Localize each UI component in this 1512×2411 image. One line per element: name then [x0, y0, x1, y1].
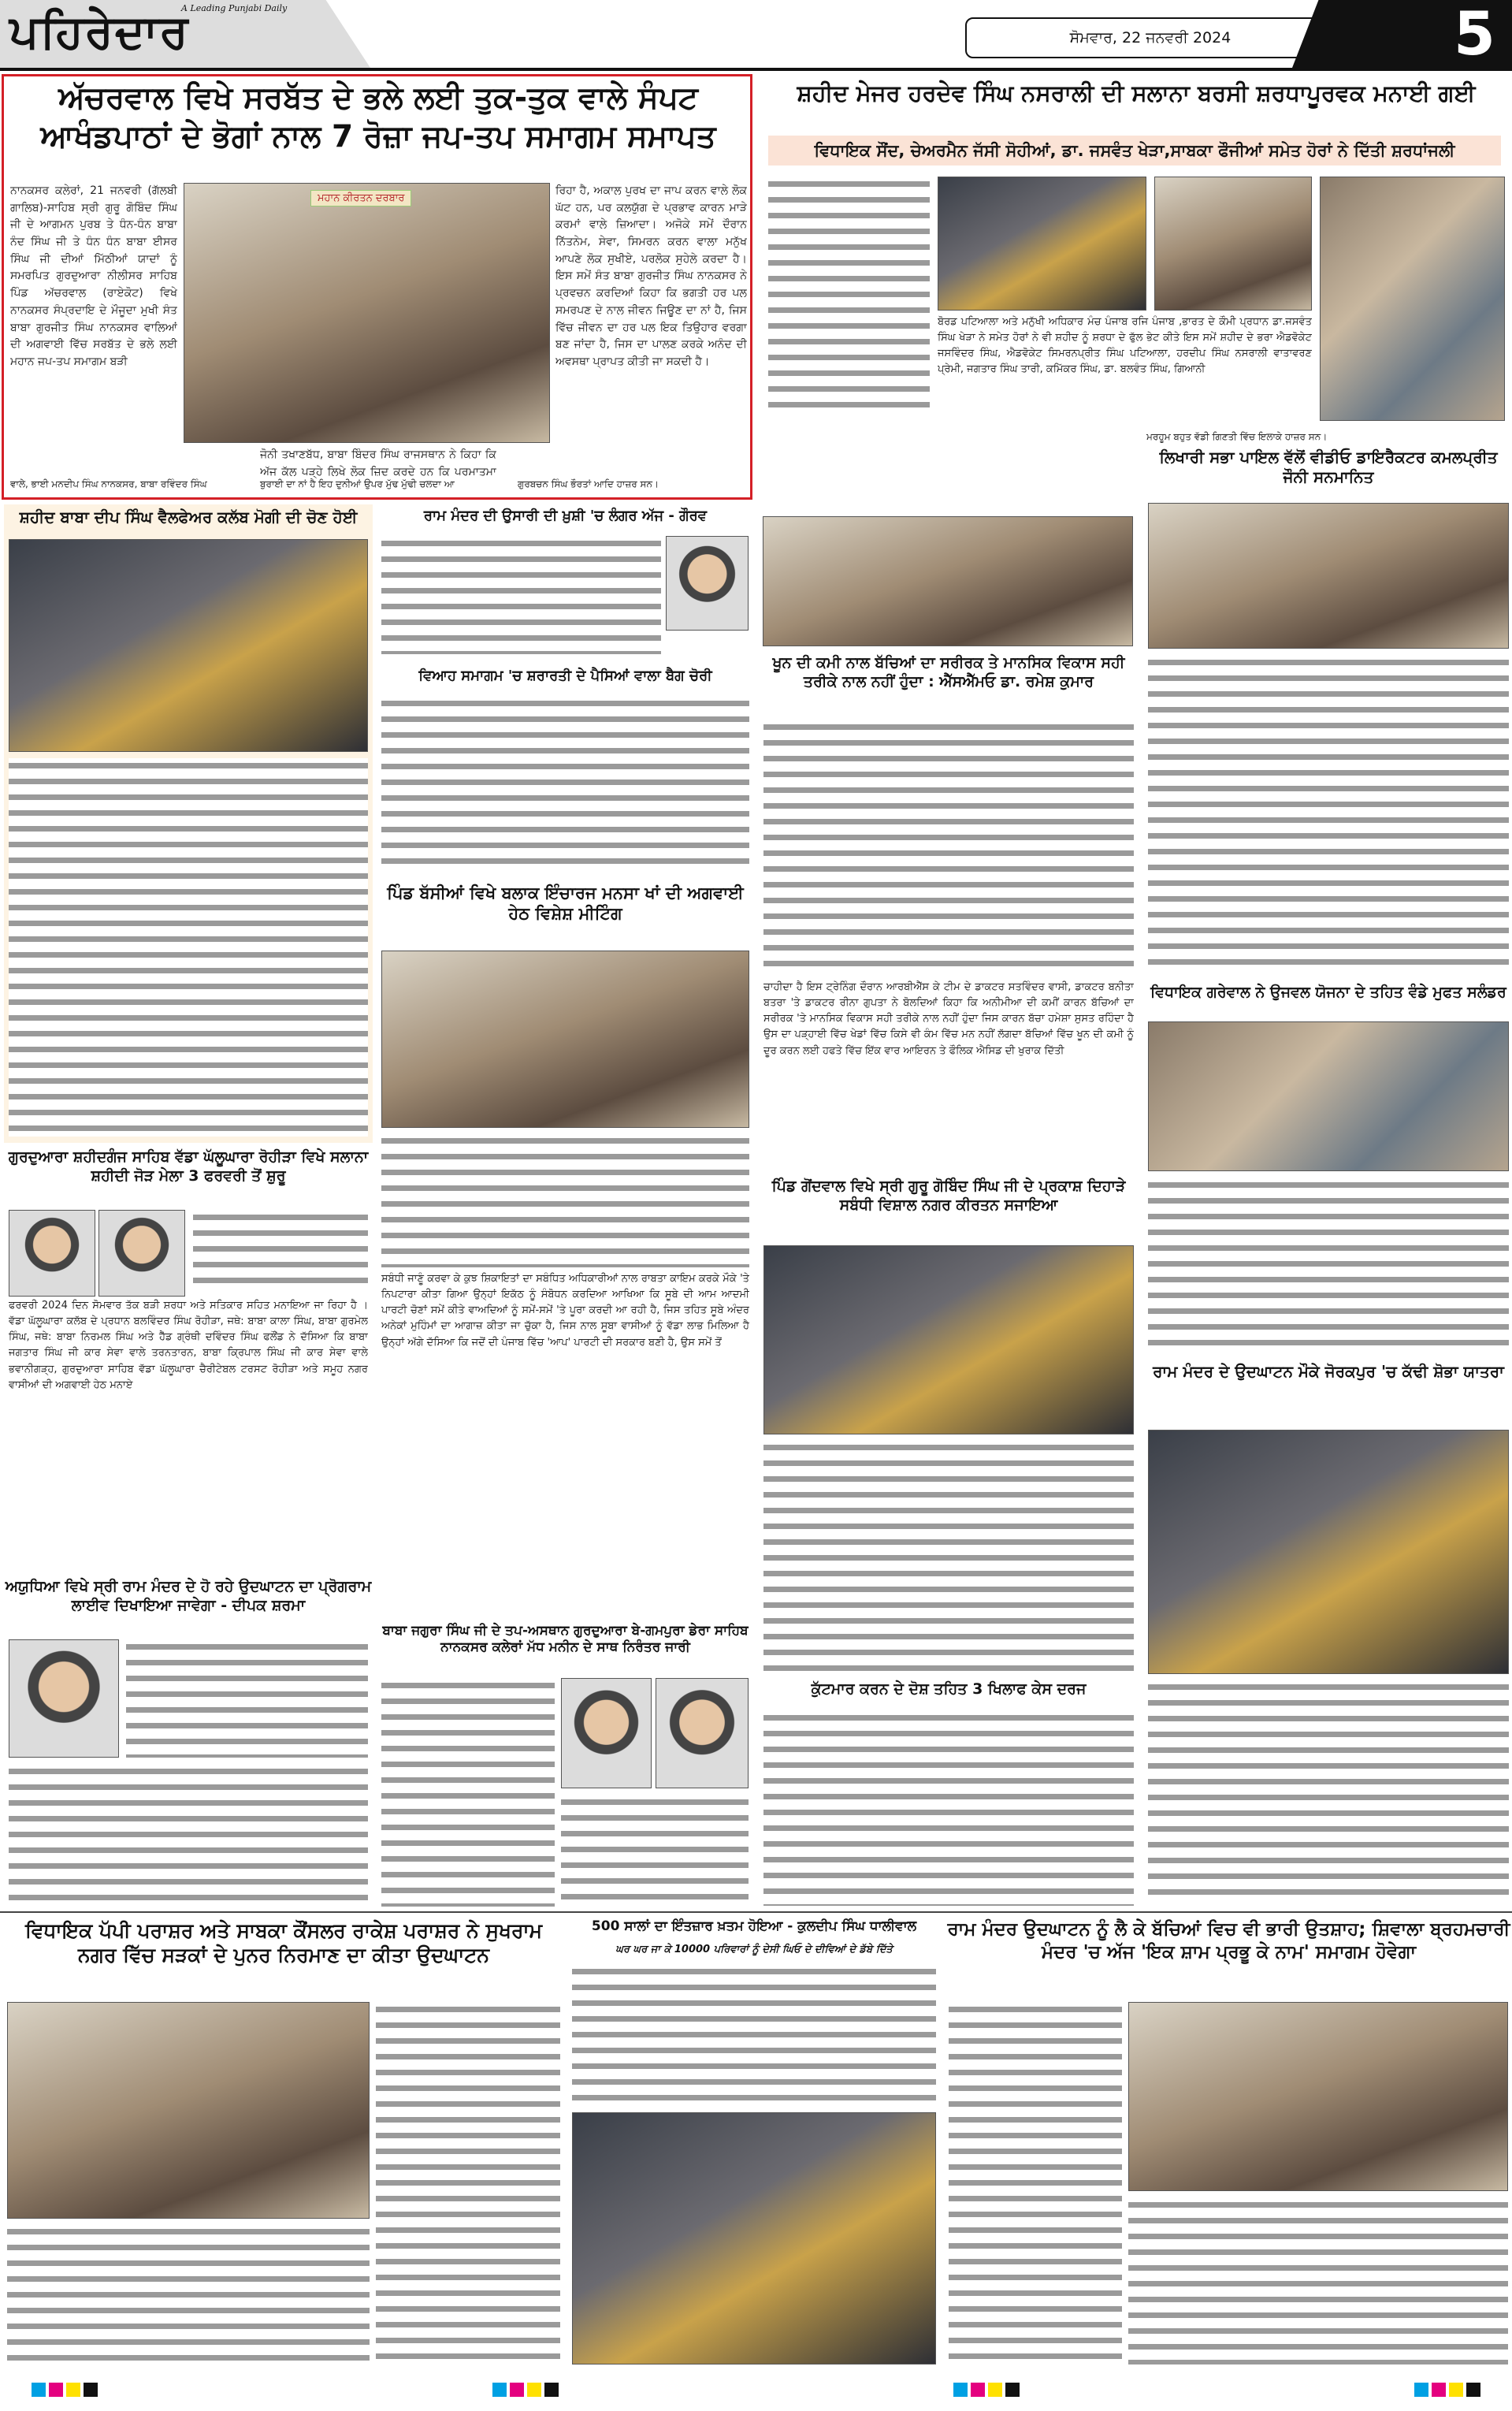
photo-honour [1148, 503, 1509, 649]
article-text-main: ਬੋਰਡ ਪਟਿਆਲਾ ਅਤੇ ਮਨੁੱਖੀ ਅਧਿਕਾਰ ਮੰਚ ਪੰਜਾਬ ਰਜਿ ਪੰਜਾਬ ,ਭਾਰਤ ਦੇ ਕੌਮੀ ਪ੍ਰਧਾਨ ਡਾ.ਜਸਵੰਤ ਸਿੰਘ ਖੇੜਾ ਨੇ ਸਮੇਤ ਹੋਰਾਂ ਨੇ ਵੀ ਸ਼ਹੀਦ ਨੂੰ ਸ਼ਰਧਾ ਦੇ ਫੁੱਲ ਭੇਟ ਕੀਤੇ ਇਸ ਸਮੇਂ ਸ਼ਹੀਦ ਦੇ ਭਰਾ ਐਡਵੋਕੇਟ ਜਸਵਿੰਦਰ ਸਿੰਘ, ਐਡਵੋਕੇਟ ਸਿਮਰਨਪ੍ਰੀਤ ਸਿੰਘ ਪਟਿਆਲਾ, ਹਰਦੀਪ ਸਿੰਘ ਨਸਰਾਲੀ ਵਾਤਾਵਰਣ ਪ੍ਰੇਮੀ, ਜਗਤਾਰ ਸਿੰਘ ਤਾਰੀ, ਕਮਿੱਕਰ ਸਿੰਘ, ਡਾ. ਬਲਵੰਤ ਸਿੰਘ, ਗਿਆਨੀ [938, 316, 1312, 376]
article-text-top [763, 720, 1134, 976]
article-text [1148, 1178, 1509, 1352]
article-text-right [561, 1795, 749, 1905]
headline: ਖੂਨ ਦੀ ਕਮੀ ਨਾਲ ਬੱਚਿਆਂ ਦਾ ਸਰੀਰਕ ਤੇ ਮਾਨਸਿਕ ਵਿਕਾਸ ਸਹੀ ਤਰੀਕੇ ਨਾਲ ਨਹੀਂ ਹੁੰਦਾ : ਐੱਸਐੱਮਓ ਡਾ. ਰਮੇਸ਼ ਕੁਮਾਰ [772, 654, 1125, 690]
article-likhari-sabha [1145, 430, 1512, 978]
article-bag-theft [378, 666, 752, 877]
headline: ਸ਼ਹੀਦ ਮੇਜਰ ਹਰਦੇਵ ਸਿੰਘ ਨਸਰਾਲੀ ਦੀ ਸਲਾਨਾ ਬਰਸੀ ਸ਼ਰਧਾਪੂਰਵਕ ਮਨਾਈ ਗਈ [797, 80, 1476, 106]
article-nasrali-barsi [760, 74, 1512, 429]
color-registration-marks-center-left [492, 2383, 559, 2397]
photo-baba-1 [9, 1210, 95, 1297]
article-ujjwala-cylinders [1145, 982, 1512, 1356]
headline: ਲਿਖਾਰੀ ਸਭਾ ਪਾਇਲ ਵੱਲੋਂ ਵੀਡੀਓ ਡਾਇਰੈਕਟਰ ਕਮਲਪ੍ਰੀਤ ਜੌਨੀ ਸਨਮਾਨਿਤ [1159, 448, 1498, 486]
article-text-col2: ਜੋਨੀ ਤਖਾਣਬੱਧ, ਬਾਬਾ ਬਿੰਦਰ ਸਿੰਘ ਰਾਜਸਥਾਨ ਨੇ ਕਿਹਾ ਕਿ ਅੱਜ ਕੱਲ ਪੜ੍ਹੇ ਲਿਖੇ ਲੋਕ ਜ਼ਿਦ ਕਰਦੇ ਹਨ ਕਿ ਪਰਮਾਤਮਾ [260, 448, 496, 478]
subheadline: ਘਰ ਘਰ ਜਾ ਕੇ 10000 ਪਰਿਵਾਰਾਂ ਨੂੰ ਦੇਸੀ ਘਿਓ ਦੇ ਦੀਵਿਆਂ ਦੇ ਡੱਬੇ ਦਿੱਤੇ [615, 1944, 893, 1955]
masthead [0, 0, 1512, 71]
article-shobha-yatra [1145, 1360, 1512, 1909]
photo-club-members [9, 539, 368, 752]
headline: ਪਿੰਡ ਗੋਂਦਵਾਲ ਵਿਖੇ ਸ੍ਰੀ ਗੁਰੂ ਗੋਬਿੰਦ ਸਿੰਘ ਜੀ ਦੇ ਪ੍ਰਕਾਸ਼ ਦਿਹਾੜੇ ਸਬੰਧੀ ਵਿਸ਼ਾਲ ਨਗਰ ਕੀਰਤਨ ਸਜਾਇਆ [771, 1178, 1126, 1214]
headline: ਸ਼ਹੀਦ ਬਾਬਾ ਦੀਪ ਸਿੰਘ ਵੈਲਫੇਅਰ ਕਲੱਬ ਮੋਗੀ ਦੀ ਚੋਣ ਹੋਈ [19, 508, 358, 526]
headline: ਪਿੰਡ ਬੱਸੀਆਂ ਵਿਖੇ ਬਲਾਕ ਇੰਚਾਰਜ ਮਨਸਾ ਖਾਂ ਦੀ ਅਗਵਾਈ ਹੇਠ ਵਿਸ਼ੇਸ਼ ਮੀਟਿੰਗ [387, 884, 744, 924]
issue-date: ਸੋਮਵਾਰ, 22 ਜਨਵਰੀ 2024 [965, 17, 1336, 58]
color-registration-marks-right [1414, 2383, 1480, 2397]
article-begampura [378, 1621, 752, 1909]
article-text [381, 696, 749, 873]
closing-line-1: ਵਾਲੇ, ਭਾਈ ਮਨਦੀਪ ਸਿੰਘ ਨਾਨਕਸਰ, ਬਾਬਾ ਰਵਿੰਦਰ ਸਿੰਘ [10, 478, 207, 489]
article-text-right [376, 2002, 560, 2364]
article-text-left [949, 2002, 1122, 2364]
article-text [572, 1964, 936, 2106]
color-registration-marks-left [32, 2383, 98, 2397]
article-assault-case [760, 1679, 1137, 1909]
photo-caption: ਮਰਹੂਮ ਬਹੁਤ ਵੱਡੀ ਗਿਣਤੀ ਵਿੱਚ ਇਲਾਕੇ ਹਾਜ਼ਰ ਸਨ। [1146, 431, 1328, 442]
headline: ਵਿਧਾਇਕ ਗਰੇਵਾਲ ਨੇ ਉਜਵਲ ਯੋਜਨਾ ਦੇ ਤਹਿਤ ਵੰਡੇ ਮੁਫਤ ਸਲੰਡਰ [1150, 984, 1506, 1001]
article-text-top [381, 1133, 749, 1267]
headline: ਰਾਮ ਮੰਦਰ ਉਦਘਾਟਨ ਨੂੰ ਲੈ ਕੇ ਬੱਚਿਆਂ ਵਿਚ ਵੀ ਭਾਰੀ ਉਤਸ਼ਾਹ; ਸ਼ਿਵਾਲਾ ਬ੍ਰਹਮਚਾਰੀ ਮੰਦਰ 'ਚ ਅੱਜ 'ਇਕ ਸ਼ਾਮ ਪ੍ਰਭੂ ਕੇ ਨਾਮ' ਸਮਾਗਮ ਹੋਵੇਗਾ [947, 1919, 1510, 1963]
photo-tribute [938, 177, 1146, 311]
photo-road-inauguration [7, 2002, 370, 2219]
headline: ਅੱਚਰਵਾਲ ਵਿਖੇ ਸਰਬੱਤ ਦੇ ਭਲੇ ਲਈ ਤੁਕ-ਤੁਕ ਵਾਲੇ ਸੰਪਟ ਆਖੰਡਪਾਠਾਂ ਦੇ ਭੋਗਾਂ ਨਾਲ 7 ਰੋਜ਼ਾ ਜਪ-ਤਪ ਸਮਾਗਮ ਸਮਾਪਤ [40, 80, 716, 154]
article-ayodhya-live [4, 1576, 373, 1907]
headline: ਵਿਧਾਇਕ ਪੱਪੀ ਪਰਾਸ਼ਰ ਅਤੇ ਸਾਬਕਾ ਕੌਂਸਲਰ ਰਾਕੇਸ਼ ਪਰਾਸ਼ਰ ਨੇ ਸੁਖਰਾਮ ਨਗਰ ਵਿੱਚ ਸੜਕਾਂ ਦੇ ਪੁਨਰ ਨਿਰਮਾਣ ਦਾ ਕੀਤਾ ਉਦਘਾਟਨ [24, 1919, 543, 1967]
subheadline: ਵਿਧਾਇਕ ਸੌਂਦ, ਚੇਅਰਮੈਨ ਜੱਸੀ ਸੋਹੀਆਂ, ਡਾ. ਜਸਵੰਤ ਖੇੜਾ,ਸਾਬਕਾ ਫੌਜੀਆਂ ਸਮੇਤ ਹੋਰਾਂ ਨੇ ਦਿੱਤੀ ਸ਼ਰਧਾਂਜਲੀ [768, 136, 1501, 166]
photo-gathering [1154, 177, 1312, 311]
photo-cylinder-distribution [1148, 1021, 1509, 1171]
headline: ਵਿਆਹ ਸਮਾਗਮ 'ਚ ਸ਼ਰਾਰਤੀ ਦੇ ਪੈਸਿਆਂ ਵਾਲਾ ਬੈਗ ਚੋਰੀ [418, 668, 712, 684]
article-text-more [9, 1764, 368, 1902]
headline: 500 ਸਾਲਾਂ ਦਾ ਇੰਤਜ਼ਾਰ ਖ਼ਤਮ ਹੋਇਆ - ਕੁਲਦੀਪ ਸਿੰਘ ਧਾਲੀਵਾਲ [591, 1918, 917, 1934]
article-nagar-kirtan [760, 1176, 1137, 1676]
article-text [1148, 1680, 1509, 1904]
headline: ਰਾਮ ਮੰਦਰ ਦੇ ਉਦਘਾਟਨ ਮੌਕੇ ਜੋਰਕਪੁਰ 'ਚ ਕੱਢੀ ਸ਼ੋਭਾ ਯਾਤਰਾ [1153, 1362, 1504, 1381]
article-deep-singh-club [4, 504, 373, 1143]
photo-gaurav [666, 536, 749, 631]
color-registration-marks-center-right [953, 2383, 1020, 2397]
article-text: ਚਾਹੀਦਾ ਹੈ ਇਸ ਟ੍ਰੇਨਿੰਗ ਦੌਰਾਨ ਆਰਬੀਐੱਸ ਕੇ ਟੀਮ ਦੇ ਡਾਕਟਰ ਸਤਵਿੰਦਰ ਵਾਸੀ, ਡਾਕਟਰ ਬਨੀਤਾ ਬਤਰਾ 'ਤੇ ਡਾਕਟਰ ਰੀਨਾ ਗੁਪਤਾ ਨੇ ਬੋਲਦਿਆਂ ਕਿਹਾ ਕਿ ਅਨੀਮੀਆ ਦੀ ਕਮੀਂ ਕਾਰਨ ਬੱਚਿਆਂ ਦਾ ਸਰੀਰਕ 'ਤੇ ਮਾਨਸਿਕ ਵਿਕਾਸ ਸਹੀ ਤਰੀਕੇ ਨਾਲ ਨਹੀਂ ਹੁੰਦਾ ਜਿਸ ਕਾਰਨ ਬੱਚਾ ਹਮੇਸ਼ਾ ਸੁਸਤ ਰਹਿੰਦਾ ਹੈ ਉਸ ਦਾ ਪੜ੍ਹਾਈ ਵਿੱਚ ਖੇਡਾਂ ਵਿੱਚ ਕਿਸੇ ਵੀ ਕੰਮ ਵਿੱਚ ਮਨ ਨਹੀਂ ਲੱਗਦਾ ਬੱਚਿਆਂ ਵਿੱਚ ਖੂਨ ਦੀ ਕਮੀ ਨੂੰ ਦੂਰ ਕਰਨ ਲਈ ਹਫਤੇ ਵਿੱਚ ਇੱਕ ਵਾਰ ਆਇਰਨ ਤੇ ਫੌਲਿਕ ਐਸਿਡ ਦੀ ਖੁਰਾਕ ਦਿੱਤੀ [763, 981, 1134, 1057]
article-text [381, 1678, 555, 1907]
article-text [126, 1639, 368, 1758]
photo-memorial [1320, 177, 1505, 421]
photo-anemia-training [763, 516, 1133, 646]
photo-baba-right [656, 1678, 749, 1788]
article-bassian-meeting [378, 881, 752, 1618]
article-text [381, 536, 661, 654]
photo-diyas-event [572, 2112, 936, 2364]
article-text [1148, 655, 1509, 974]
photo-baba-2 [98, 1210, 185, 1297]
article-achharwal-samagam [2, 74, 752, 500]
headline: ਕੁੱਟਮਾਰ ਕਰਨ ਦੇ ਦੋਸ਼ ਤਹਿਤ 3 ਖਿਲਾਫ ਕੇਸ ਦਰਜ [811, 1680, 1087, 1698]
article-langar [378, 504, 752, 662]
divider [0, 1911, 1512, 1913]
article-anemia [760, 653, 1137, 1169]
page-number: 5 [1454, 0, 1495, 69]
print-registration-strip [0, 2368, 1512, 2411]
photo-baba-left [561, 1678, 652, 1788]
photo-banner-text: ਮਹਾਨ ਕੀਰਤਨ ਦਰਬਾਰ [310, 190, 411, 206]
article-shivala-samagam [945, 1915, 1512, 2368]
newspaper-logo: ਪਹਿਰੇਦਾਰ [9, 5, 190, 58]
article-text [9, 758, 368, 1137]
article-text-col1: ਨਾਨਕਸਰ ਕਲੇਰਾਂ, 21 ਜਨਵਰੀ (ਗੱਲਬੀ ਗਾਲਿਬ)-ਸਾਹਿਬ ਸ੍ਰੀ ਗੁਰੂ ਗੋਬਿੰਦ ਸਿੰਘ ਜੀ ਦੇ ਆਗਮਨ ਪੁਰਬ ਤੇ ਧੰਨ-ਧੰਨ ਬਾਬਾ ਨੰਦ ਸਿੰਘ ਜੀ ਤੇ ਧੰਨ ਧੰਨ ਬਾਬਾ ਈਸਰ ਸਿੰਘ ਜੀ ਦੀਆਂ ਮਿੱਠੀਆਂ ਯਾਦਾਂ ਨੂੰ ਸਮਰਪਿਤ ਗੁਰਦੁਆਰਾ ਨੀਲੀਸਰ ਸਾਹਿਬ ਪਿੰਡ ਅੱਚਰਵਾਲ (ਰਾਏਕੋਟ) ਵਿਖੇ ਨਾਨਕਸਰ ਸੰਪ੍ਰਦਾਇ ਦੇ ਮੌਜੂਦਾ ਮੁਖੀ ਸੰਤ ਬਾਬਾ ਗੁਰਜੀਤ ਸਿੰਘ ਨਾਨਕਸਰ ਵਾਲਿਆਂ ਦੀ ਅਗਵਾਈ ਵਿੱਚ ਸਰਬੱਤ ਦੇ ਭਲੇ ਲਈ ਮਹਾਨ ਜਪ-ਤਪ ਸਮਾਗਮ ਬੜੀ [10, 184, 177, 368]
article-text [768, 177, 930, 413]
photo-children [1128, 2002, 1508, 2191]
article-text: ਸਬੰਧੀ ਜਾਣੂੰ ਕਰਵਾ ਕੇ ਕੁਝ ਸ਼ਿਕਾਇਤਾਂ ਦਾ ਸਬੰਧਿਤ ਅਧਿਕਾਰੀਆਂ ਨਾਲ ਰਾਬਤਾ ਕਾਇਮ ਕਰਕੇ ਮੌਕੇ 'ਤੇ ਨਿਪਟਾਰਾ ਕੀਤਾ ਗਿਆ ਉਨ੍ਹਾਂ ਇਕੱਠ ਨੂੰ ਸੰਬੋਧਨ ਕਰਦਿਆ ਆਖਿਆ ਕਿ ਸੂਬੇ ਦੀ ਆਮ ਆਦਮੀ ਪਾਰਟੀ ਚੋਣਾਂ ਸਮੇਂ ਕੀਤੇ ਵਾਅਦਿਆਂ ਨੂੰ ਸਮੇਂ-ਸਮੇਂ 'ਤੇ ਪੂਰਾ ਕਰਦੀ ਆ ਰਹੀ ਹੈ, ਜਿਸ ਤਹਿਤ ਸੂਬੇ ਅੰਦਰ ਅਨੇਕਾਂ ਮੁਹਿੰਮਾਂ ਦਾ ਆਗਾਜ਼ ਕੀਤਾ ਜਾ ਚੁੱਕਾ ਹੈ, ਜਿਸ ਨਾਲ ਸੂਬਾ ਵਾਸੀਆਂ ਨੂੰ ਵੱਡਾ ਲਾਭ ਮਿਲਿਆ ਹੈ ਉਨ੍ਹਾਂ ਅੱਗੇ ਦੱਸਿਆ ਕਿ ਜਦੋਂ ਦੀ ਪੰਜਾਬ ਵਿੱਚ 'ਆਪ' ਪਾਰਟੀ ਦੀ ਸਰਕਾਰ ਬਣੀ ਹੈ, ਉਸ ਸਮੇਂ ਤੋਂ [381, 1273, 749, 1349]
photo-shobha-yatra [1148, 1430, 1509, 1674]
tagline: A Leading Punjabi Daily [181, 3, 288, 13]
closing-line-2: ਬੁਰਾਈ ਦਾ ਨਾਂ ਹੈ ਇਹ ਦੁਨੀਆਂ ਉਪਰ ਮੁੱਢ ਮੁੱਢੀ ਚਲਦਾ ਆ [260, 478, 455, 489]
photo-nagar-kirtan [763, 1245, 1134, 1434]
photo-kirtan-darbar [184, 183, 550, 443]
article-text-right [193, 1210, 368, 1289]
article-text-right [1128, 2197, 1508, 2364]
article-ghallughara-mela [4, 1147, 373, 1572]
headline: ਬਾਬਾ ਜਗੁਰਾ ਸਿੰਘ ਜੀ ਦੇ ਤਪ-ਅਸਥਾਨ ਗੁਰਦੁਆਰਾ ਬੇ-ਗਮਪੁਰਾ ਡੇਰਾ ਸਾਹਿਬ ਨਾਨਕਸਰ ਕਲੇਰਾਂ ਮੱਧ ਮਨੀਨ ਦੇ ਸਾਥ ਨਿਰੰਤਰ ਜਾਰੀ [382, 1623, 749, 1656]
article-text [763, 1440, 1134, 1672]
headline: ਰਾਮ ਮੰਦਰ ਦੀ ਉਸਾਰੀ ਦੀ ਖ਼ੁਸ਼ੀ 'ਚ ਲੰਗਰ ਅੱਜ - ਗੌਰਵ [423, 508, 708, 524]
article-text-bottom [7, 2224, 370, 2364]
photo-meeting [381, 951, 749, 1128]
headline: ਗੁਰਦੁਆਰਾ ਸ਼ਹੀਦਗੰਜ ਸਾਹਿਬ ਵੱਡਾ ਘੱਲੂਘਾਰਾ ਰੋਹੀੜਾ ਵਿਖੇ ਸਲਾਨਾ ਸ਼ਹੀਦੀ ਜੋੜ ਮੇਲਾ 3 ਫਰਵਰੀ ਤੋਂ ਸ਼ੁਰੂ [8, 1148, 369, 1185]
article-text-col3: ਰਿਹਾ ਹੈ, ਅਕਾਲ ਪੁਰਖ ਦਾ ਜਾਪ ਕਰਨ ਵਾਲੇ ਲੋਕ ਘੱਟ ਹਨ, ਪਰ ਕਲਯੁੱਗ ਦੇ ਪ੍ਰਭਾਵ ਕਾਰਨ ਮਾੜੇ ਕਰਮਾਂ ਵਾਲੇ ਜ਼ਿਆਦਾ। ਅਜੋਕੇ ਸਮੇਂ ਦੌਰਾਨ ਨਿੱਤਨੇਮ, ਸੇਵਾ, ਸਿਮਰਨ ਕਰਨ ਵਾਲਾ ਮਨੁੱਖ ਆਪਣੇ ਲੋਕ ਸੁਖੀਏ, ਪਰਲੋਕ ਸੁਹੇਲੇ ਕਰਦਾ ਹੈ। ਇਸ ਸਮੇਂ ਸੰਤ ਬਾਬਾ ਗੁਰਜੀਤ ਸਿੰਘ ਨਾਨਕਸਰ ਨੇ ਪ੍ਰਵਚਨ ਕਰਦਿਆਂ ਕਿਹਾ ਕਿ ਭਗਤੀ ਹਰ ਪਲ ਸਮਰਪਣ ਦੇ ਨਾਲ ਜੀਵਨ ਜਿਊਣ ਦਾ ਨਾਂ ਹੈ, ਜਿਸ ਵਿੱਚ ਜੀਵਨ ਦਾ ਹਰ ਪਲ ਇਕ ਤਿਉਹਾਰ ਵਰਗਾ ਬਣ ਜਾਂਦਾ ਹੈ, ਜਿਸ ਦਾ ਪਾਲਣ ਕਰਕੇ ਅਨੰਦ ਦੀ ਅਵਸਥਾ ਪ੍ਰਾਪਤ ਕੀਤੀ ਜਾ ਸਕਦੀ ਹੈ। [555, 184, 747, 368]
photo-deepak-sharma [9, 1639, 119, 1758]
article-text: ਫਰਵਰੀ 2024 ਦਿਨ ਸੋਮਵਾਰ ਤੱਕ ਬੜੀ ਸ਼ਰਧਾ ਅਤੇ ਸਤਿਕਾਰ ਸਹਿਤ ਮਨਾਇਆ ਜਾ ਰਿਹਾ ਹੈ । ਵੱਡਾ ਘੱਲੂਘਾਰਾ ਕਲੱਬ ਦੇ ਪ੍ਰਧਾਨ ਬਲਵਿੰਦਰ ਸਿੰਘ ਰੋਹੀੜਾ, ਜਥੇ: ਬਾਬਾ ਕਾਲਾ ਸਿੰਘ, ਬਾਬਾ ਗੁਰਮੇਲ ਸਿੰਘ, ਜਥੇ: ਬਾਬਾ ਨਿਰਮਲ ਸਿੰਘ ਅਤੇ ਹੈੱਡ ਗ੍ਰੰਥੀ ਦਵਿੰਦਰ ਸਿੰਘ ਫਲੌਂਡ ਨੇ ਦੱਸਿਆ ਕਿ ਬਾਬਾ ਜਗਤਾਰ ਸਿੰਘ ਜੀ ਕਾਰ ਸੇਵਾ ਵਾਲੇ ਤਰਨਤਾਰਨ, ਬਾਬਾ ਕ੍ਰਿਪਾਲ ਸਿੰਘ ਜੀ ਕਾਰ ਸੇਵਾ ਵਾਲੇ ਭਵਾਨੀਗੜ੍ਹ, ਗੁਰਦੁਆਰਾ ਸਾਹਿਬ ਵੱਡਾ ਘੱਲੂਘਾਰਾ ਚੈਰੀਟੇਬਲ ਟਰਸਟ ਰੋਹੀੜਾ ਅਤੇ ਸਮੂਹ ਨਗਰ ਵਾਸੀਆਂ ਦੀ ਅਗਵਾਈ ਹੇਠ ਮਨਾਏ [9, 1300, 368, 1391]
article-sukhram-nagar-roads [4, 1915, 563, 2368]
article-diyas-distribution [569, 1915, 939, 2368]
closing-line-3: ਗੁਰਬਚਨ ਸਿੰਘ ਭੌਰਤਾਂ ਆਦਿ ਹਾਜ਼ਰ ਸਨ। [518, 478, 659, 489]
headline: ਅਯੁਧਿਆ ਵਿਖੇ ਸ੍ਰੀ ਰਾਮ ਮੰਦਰ ਦੇ ਹੋ ਰਹੇ ਉਦਘਾਟਨ ਦਾ ਪ੍ਰੋਗਰਾਮ ਲਾਈਵ ਦਿਖਾਇਆ ਜਾਵੇਗਾ - ਦੀਪਕ ਸ਼ਰਮਾ [5, 1578, 372, 1614]
article-text [763, 1710, 1134, 1906]
